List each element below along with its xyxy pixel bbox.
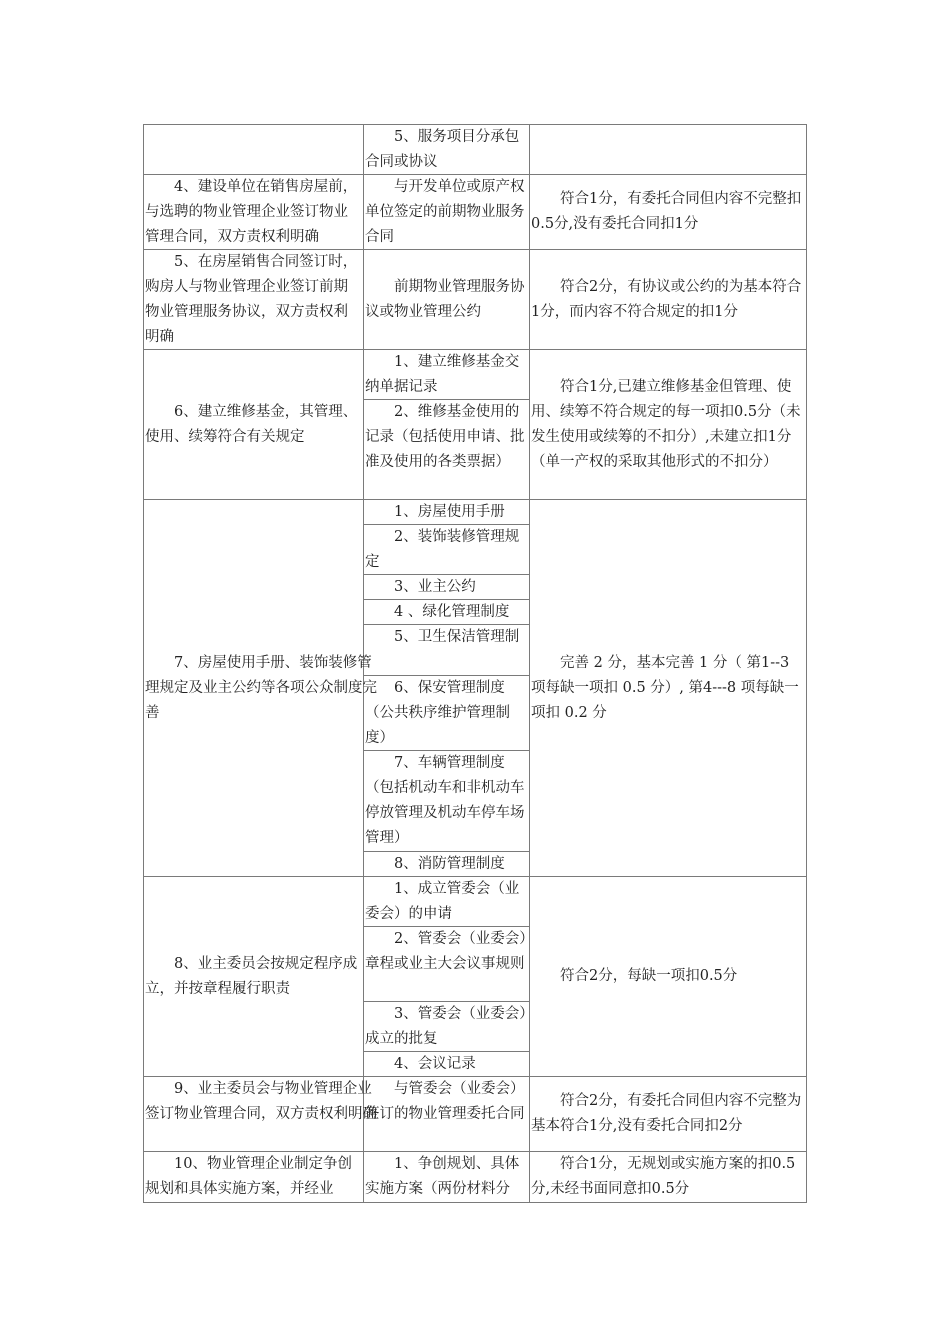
material-cell: 6、保安管理制度（公共秩序维护管理制度）	[365, 680, 510, 746]
table-border-bottom	[143, 1202, 807, 1203]
material-cell: 1、建立维修基金交纳单据记录	[365, 354, 520, 395]
material-cell: 1、争创规划、具体实施方案（两份材料分	[365, 1156, 520, 1197]
assessment-table	[143, 124, 807, 1203]
item-cell: 4、建设单位在销售房屋前，与选聘的物业管理企业签订物业管理合同，双方责权利明确	[145, 179, 358, 245]
scoring-cell: 符合2分，每缺一项扣0.5分	[560, 968, 738, 984]
item-cell: 10、物业管理企业制定争创规划和具体实施方案，并经业	[145, 1156, 352, 1197]
material-cell: 前期物业管理服务协议或物业管理公约	[365, 278, 525, 320]
scoring-cell: 完善 2 分，基本完善 1 分（ 第1--3 项每缺一项扣 0.5 分）, 第4---8 项每缺一项扣 0.2 分	[531, 654, 799, 721]
scoring-cell: 符合2分，有协议或公约的为基本符合1分，而内容不符合规定的扣1分	[531, 278, 802, 320]
material-cell: 与开发单位或原产权单位签定的前期物业服务合同	[365, 179, 525, 245]
material-cell: 2、管委会（业委会）章程或业主大会议事规则	[365, 931, 527, 972]
table-border-right	[806, 124, 807, 1203]
scoring-cell: 符合2分，有委托合同但内容不完整为基本符合1分,没有委托合同扣2分	[531, 1093, 802, 1134]
material-cell: 5、卫生保洁管理制	[394, 629, 520, 645]
material-cell: 与管委会（业委会）签订的物业管理委托合同	[365, 1081, 525, 1122]
scoring-cell: 符合1分，有委托合同但内容不完整扣0.5分,没有委托合同扣1分	[531, 191, 802, 232]
item-cell: 8、业主委员会按规定程序成立，并按章程履行职责	[145, 955, 358, 997]
material-cell: 8、消防管理制度	[394, 856, 505, 872]
material-cell: 2、装饰装修管理规定	[365, 529, 520, 570]
scoring-cell: 符合1分，无规划或实施方案的扣0.5分,未经书面同意扣0.5分	[531, 1156, 796, 1197]
material-cell: 1、房屋使用手册	[394, 504, 505, 520]
item-cell: 7、房屋使用手册、装饰装修管理规定及业主公约等各项公众制度完善	[145, 654, 377, 721]
item-cell: 9、业主委员会与物业管理企业签订物业管理合同，双方责权利明确	[145, 1081, 377, 1122]
material-cell: 1、成立管委会（业委会）的申请	[365, 881, 520, 922]
scoring-cell: 符合1分,已建立维修基金但管理、使用、续筹不符合规定的每一项扣0.5分（未发生使用或续筹的不扣分）,未建立扣1分（单一产权的采取其他形式的不扣分）	[531, 378, 801, 470]
material-cell: 3、管委会（业委会）成立的批复	[365, 1006, 527, 1047]
item-cell: 5、在房屋销售合同签订时，购房人与物业管理企业签订前期物业管理服务协议，双方责权利明确	[145, 254, 358, 345]
item-cell: 6、建立维修基金，其管理、使用、续筹符合有关规定	[145, 403, 358, 445]
material-cell: 5、服务项目分承包合同或协议	[365, 129, 520, 170]
material-cell: 3、业主公约	[394, 579, 476, 595]
material-cell: 2、维修基金使用的记录（包括使用申请、批准及使用的各类票据）	[365, 404, 525, 470]
material-cell: 7、车辆管理制度（包括机动车和非机动车停放管理及机动车停车场管理）	[365, 755, 525, 846]
material-cell: 4 、绿化管理制度	[394, 604, 510, 620]
material-cell: 4、会议记录	[394, 1056, 476, 1072]
